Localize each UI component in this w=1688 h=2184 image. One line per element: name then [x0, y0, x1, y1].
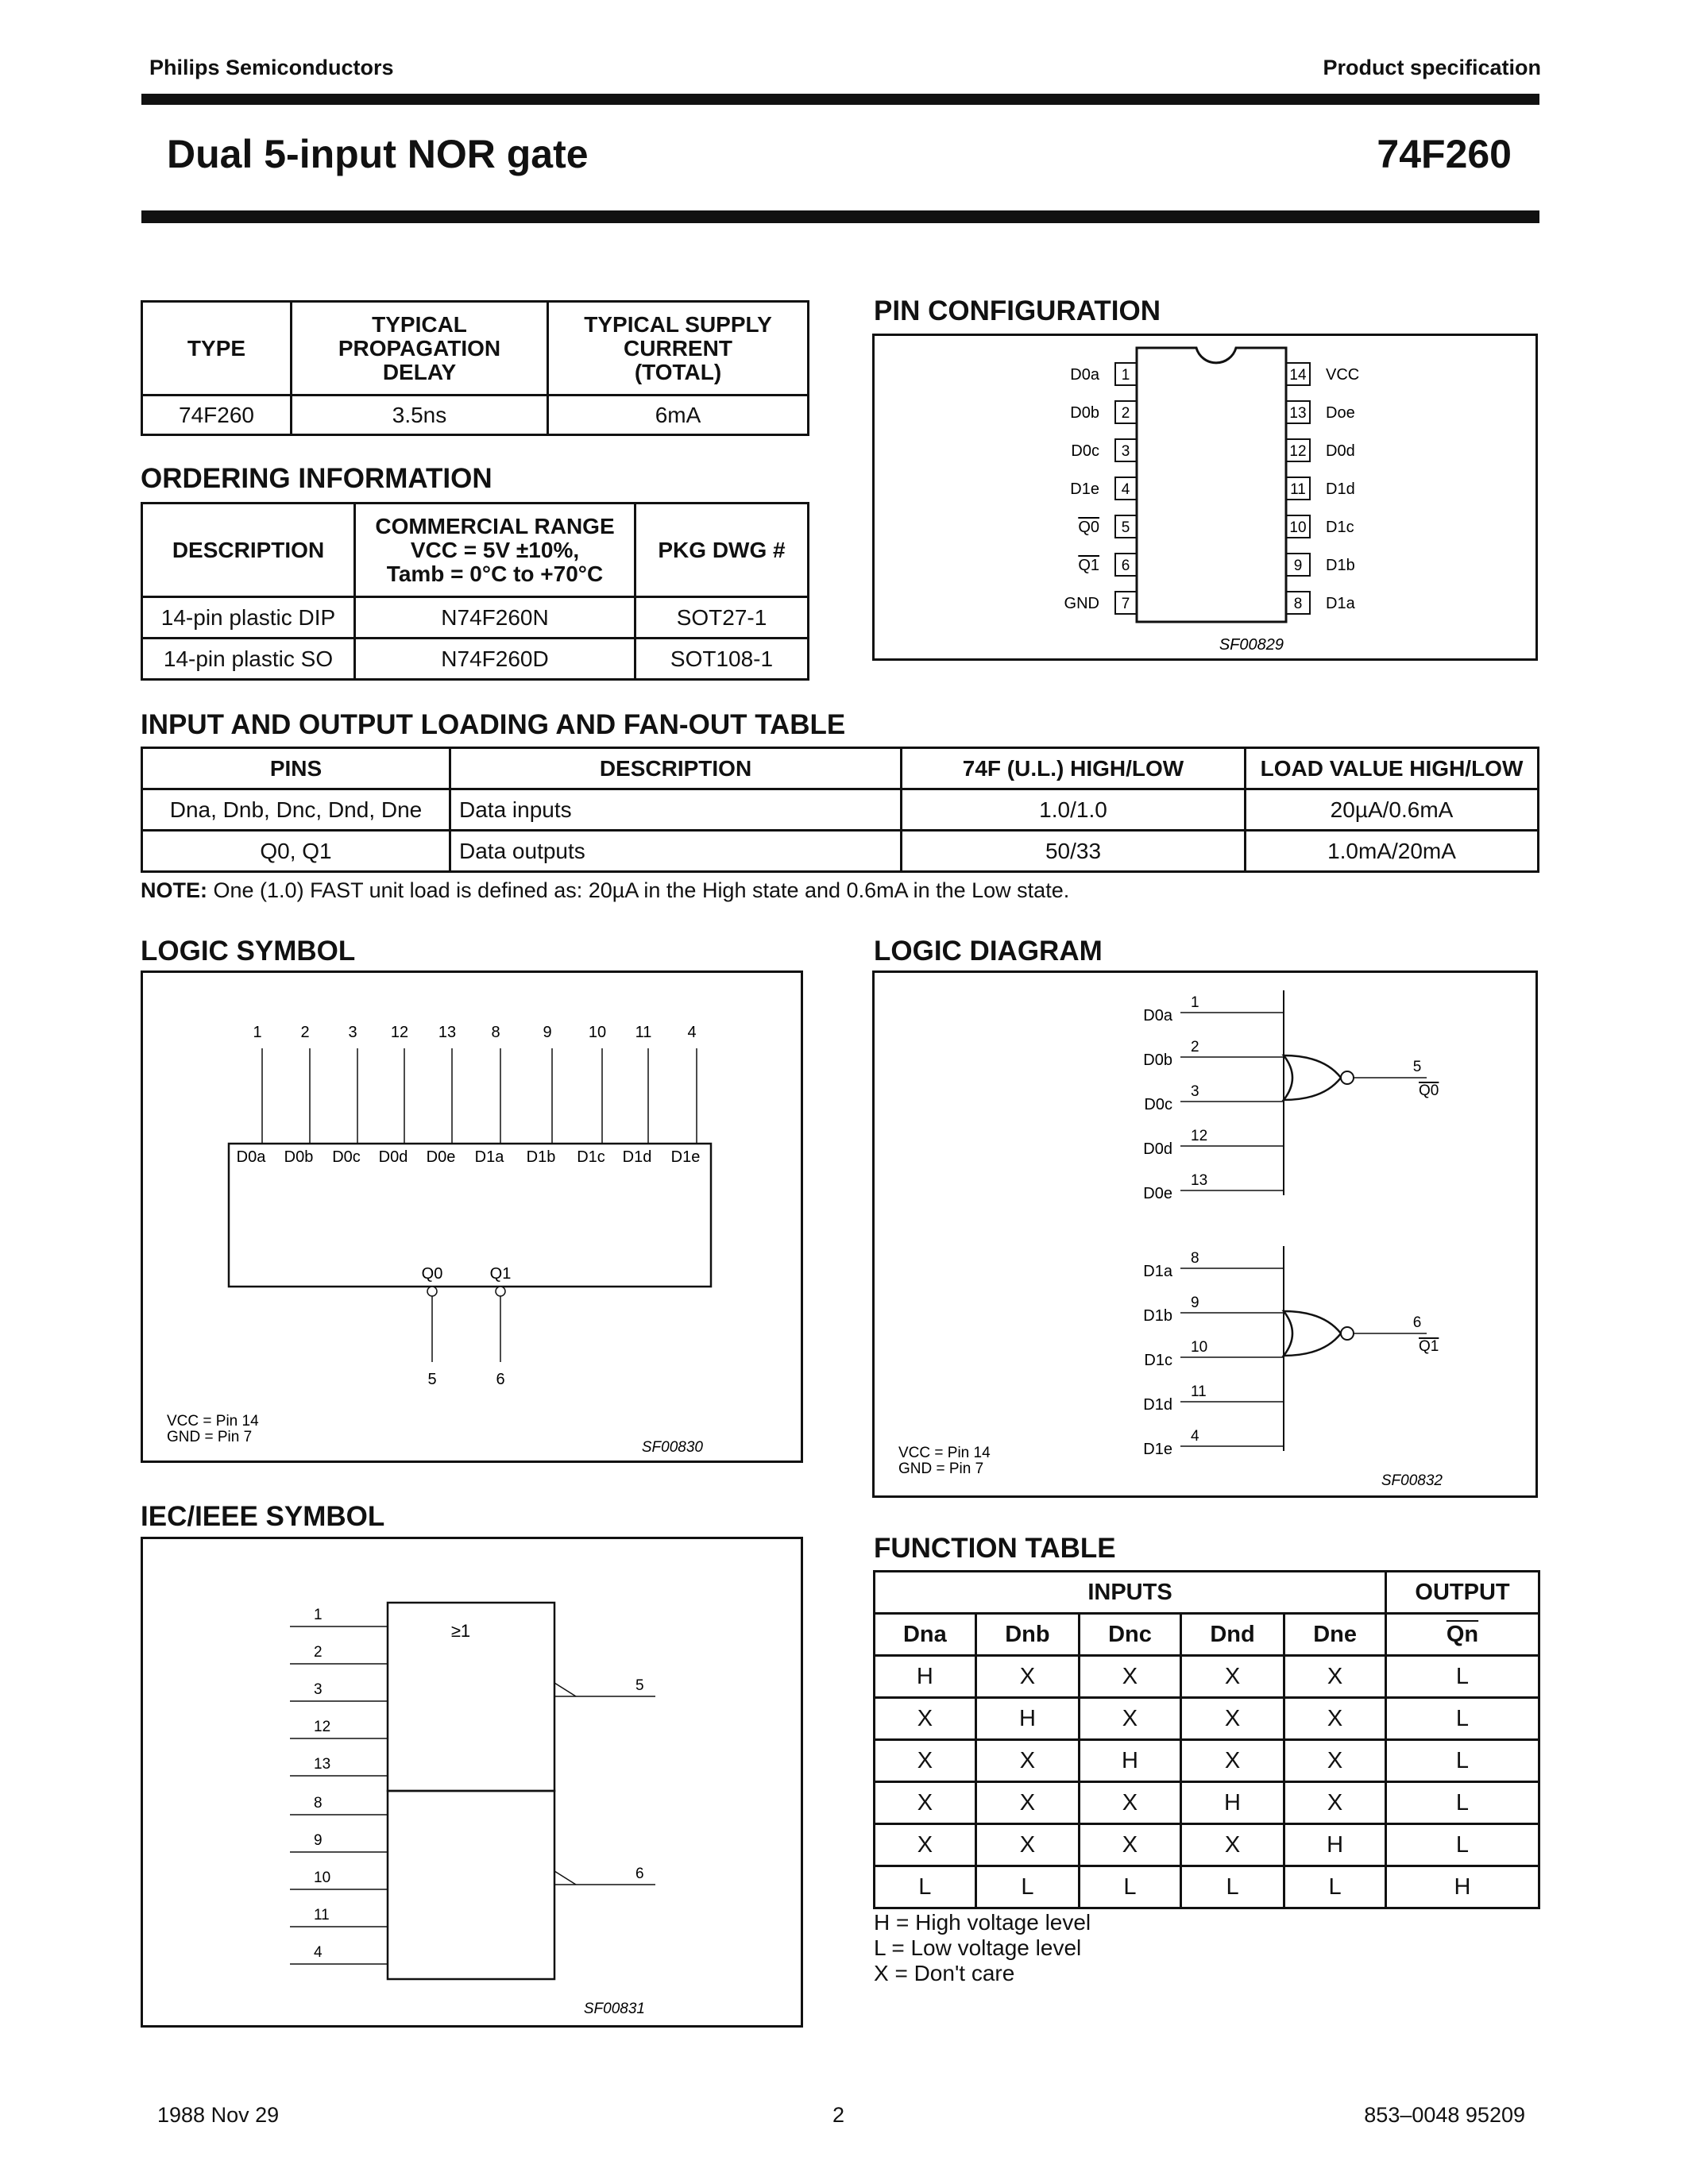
pin-name: D0d	[1326, 442, 1355, 460]
pin-number: 9	[1293, 558, 1303, 574]
pin-number: 12	[1289, 443, 1307, 460]
part-number: 74F260	[1377, 132, 1512, 176]
input-label: D0c	[1144, 1096, 1172, 1113]
pin-name: D1a	[1326, 595, 1355, 612]
function-cell: H	[1284, 1824, 1386, 1866]
input-label: D1c	[577, 1148, 605, 1166]
function-cell: X	[1080, 1782, 1181, 1824]
function-cell: H	[975, 1698, 1079, 1740]
input-pin-number: 4	[1191, 1428, 1199, 1445]
pin-name: D1b	[1326, 557, 1355, 574]
pin-name: Q1	[1078, 557, 1099, 574]
logic-symbol-title: LOGIC SYMBOL	[141, 936, 356, 967]
function-cell: H	[1180, 1782, 1284, 1824]
pin-config-left-pins	[1064, 363, 1137, 614]
loading-table	[141, 747, 1539, 873]
iec-gate-1-body	[388, 1791, 554, 1979]
pin-number: 10	[1289, 519, 1307, 536]
function-cell: L	[1284, 1866, 1386, 1908]
output-label: Q1	[489, 1265, 512, 1283]
function-cell: X	[1080, 1824, 1181, 1866]
function-cell: X	[975, 1824, 1079, 1866]
input-pin-number: 8	[1191, 1250, 1199, 1267]
ordering-pkg-0: SOT27-1	[635, 597, 809, 639]
function-cell: H	[875, 1656, 976, 1698]
pin-name: VCC	[1326, 366, 1360, 384]
input-pin-number: 1	[1191, 994, 1199, 1011]
input-label: D0a	[1143, 1007, 1172, 1024]
loading-ul-1: 50/33	[902, 831, 1246, 872]
loading-header-ul: 74F (U.L.) HIGH/LOW	[902, 748, 1246, 789]
summary-table	[141, 300, 809, 436]
function-cell: X	[1284, 1656, 1386, 1698]
loading-ul-0: 1.0/1.0	[902, 789, 1246, 831]
input-pin-number: 10	[588, 1024, 607, 1041]
logic-diagram-vcc: VCC = Pin 14	[898, 1445, 991, 1461]
iec-negation-indicator	[554, 1683, 576, 1696]
ordering-range-line1: COMMERCIAL RANGE	[375, 513, 615, 538]
function-cell: X	[875, 1740, 976, 1782]
logic-diagram	[875, 973, 1535, 1495]
company-name: Philips Semiconductors	[149, 56, 394, 79]
pin-number: 6	[1121, 558, 1130, 574]
summary-header-current: TYPICAL SUPPLY CURRENT (TOTAL)	[548, 302, 809, 396]
input-pin-number: 13	[1191, 1172, 1208, 1189]
pin-number: 14	[1289, 367, 1307, 384]
loading-title: INPUT AND OUTPUT LOADING AND FAN-OUT TABLE	[141, 709, 846, 740]
output-pin-number: 5	[427, 1371, 437, 1388]
header-rule	[141, 94, 1539, 105]
ordering-range-line2: VCC = 5V ±10%,	[410, 537, 580, 562]
ordering-part-1: N74F260D	[355, 639, 635, 680]
page-title: Dual 5-input NOR gate	[167, 132, 589, 176]
function-cell: L	[1386, 1698, 1539, 1740]
nor-gate-body	[1284, 1055, 1341, 1100]
ordering-pkg-1: SOT108-1	[635, 639, 809, 680]
input-pin-number: 8	[491, 1024, 500, 1041]
function-cell: X	[1080, 1698, 1181, 1740]
iec-symbol-pins	[290, 1607, 655, 1964]
input-pin-number: 13	[438, 1024, 457, 1041]
function-col-dna: Dna	[875, 1614, 976, 1656]
pin-number: 11	[1290, 481, 1306, 498]
function-cell: L	[1386, 1782, 1539, 1824]
function-row	[875, 1824, 1539, 1866]
function-cell: X	[1284, 1698, 1386, 1740]
iec-input-pin: 13	[314, 1756, 331, 1773]
input-pin-number: 1	[253, 1024, 262, 1041]
footer-date: 1988 Nov 29	[157, 2103, 280, 2127]
pin-name: D0c	[1071, 442, 1099, 460]
output-pin-number: 6	[1412, 1314, 1422, 1331]
function-cell: X	[975, 1656, 1079, 1698]
iec-negation-indicator	[554, 1871, 576, 1885]
function-table-body	[875, 1656, 1539, 1908]
ordering-header-desc: DESCRIPTION	[142, 504, 355, 597]
ordering-header-pkg: PKG DWG #	[635, 504, 809, 597]
logic-diagram-box	[872, 970, 1538, 1498]
output-label: Q0	[421, 1265, 443, 1283]
function-col-dnb: Dnb	[975, 1614, 1079, 1656]
pin-number: 3	[1121, 443, 1130, 460]
function-legend	[874, 1910, 1091, 1986]
input-label: D0b	[1143, 1051, 1172, 1069]
output-label: Q0	[1419, 1082, 1439, 1099]
input-label: D0e	[426, 1148, 456, 1166]
logic-diagram-title: LOGIC DIAGRAM	[874, 936, 1103, 967]
iec-input-pin: 1	[314, 1607, 323, 1623]
input-pin-number: 11	[1191, 1383, 1207, 1400]
footer-page: 2	[832, 2103, 845, 2127]
function-cell: X	[875, 1698, 976, 1740]
output-pin-number: 5	[1412, 1059, 1422, 1075]
loading-note-text: One (1.0) FAST unit load is defined as: 20µA in the High state and 0.6mA in the Low state.	[213, 878, 1070, 902]
input-pin-number: 10	[1191, 1339, 1208, 1356]
iec-input-pin: 2	[314, 1644, 323, 1661]
input-label: D0d	[378, 1148, 408, 1166]
input-label: D0d	[1143, 1140, 1172, 1158]
loading-load-1: 1.0mA/20mA	[1246, 831, 1539, 872]
function-cell: X	[1180, 1740, 1284, 1782]
logic-symbol-gnd: GND = Pin 7	[167, 1429, 253, 1445]
input-label: D1c	[1144, 1352, 1172, 1369]
iec-symbol-diagram	[143, 1539, 801, 2025]
pin-name: D1d	[1326, 480, 1355, 498]
iec-input-pin: 10	[314, 1870, 331, 1886]
input-label: D1e	[670, 1148, 701, 1166]
input-label: D0b	[284, 1148, 314, 1166]
loading-pins-0: Dna, Dnb, Dnc, Dnd, Dne	[142, 789, 450, 831]
summary-type: 74F260	[142, 396, 292, 435]
function-col-dnd: Dnd	[1180, 1614, 1284, 1656]
loading-pins-1: Q0, Q1	[142, 831, 450, 872]
iec-input-pin: 12	[314, 1719, 331, 1735]
loading-load-0: 20µA/0.6mA	[1246, 789, 1539, 831]
input-pin-number: 9	[543, 1024, 552, 1041]
loading-note	[141, 878, 1069, 903]
function-row	[875, 1656, 1539, 1698]
input-label: D1a	[1143, 1263, 1172, 1280]
loading-note-label: NOTE:	[141, 878, 207, 902]
function-cell: H	[1386, 1866, 1539, 1908]
function-cell: X	[975, 1782, 1079, 1824]
logic-symbol-ref: SF00830	[641, 1439, 703, 1456]
pin-number: 7	[1121, 596, 1130, 612]
function-cell: L	[875, 1866, 976, 1908]
function-cell: L	[1080, 1866, 1181, 1908]
logic-diagram-ref: SF00832	[1381, 1472, 1443, 1489]
ordering-header-range	[355, 504, 635, 597]
function-cell: X	[875, 1824, 976, 1866]
nor-gate-0-inputs	[1143, 990, 1439, 1202]
ordering-title: ORDERING INFORMATION	[141, 463, 492, 494]
iec-output-pin: 6	[635, 1866, 644, 1882]
loading-desc-0: Data inputs	[450, 789, 902, 831]
pin-number: 2	[1121, 405, 1130, 422]
ordering-table	[141, 502, 809, 681]
loading-header-load: LOAD VALUE HIGH/LOW	[1246, 748, 1539, 789]
pin-number: 1	[1121, 367, 1130, 384]
pin-config-title: PIN CONFIGURATION	[874, 295, 1161, 326]
pin-number: 8	[1293, 596, 1303, 612]
function-row	[875, 1698, 1539, 1740]
ordering-desc-1: 14-pin plastic SO	[142, 639, 355, 680]
function-row	[875, 1866, 1539, 1908]
inversion-bubble	[496, 1287, 505, 1296]
iec-output-pin: 5	[635, 1677, 644, 1694]
input-pin-number: 3	[1191, 1083, 1199, 1100]
loading-desc-1: Data outputs	[450, 831, 902, 872]
nor-inversion-bubble	[1341, 1327, 1354, 1340]
input-pin-number: 12	[1191, 1128, 1208, 1144]
iec-symbol-box	[141, 1537, 803, 2028]
pin-name: D1e	[1070, 480, 1099, 498]
summary-delay: 3.5ns	[292, 396, 548, 435]
pin-config-diagram	[875, 336, 1535, 658]
input-label: D1d	[622, 1148, 652, 1166]
ordering-part-0: N74F260N	[355, 597, 635, 639]
function-cell: L	[1386, 1824, 1539, 1866]
iec-symbol-ref: SF00831	[583, 2001, 645, 2017]
input-pin-number: 12	[390, 1024, 409, 1041]
pin-config-right-pins	[1286, 363, 1359, 614]
pin-name: D1c	[1326, 519, 1354, 536]
function-cell: X	[1284, 1782, 1386, 1824]
pin-number: 5	[1121, 519, 1130, 536]
function-cell: L	[975, 1866, 1079, 1908]
input-label: D1e	[1143, 1441, 1172, 1458]
input-pin-number: 11	[635, 1024, 652, 1041]
iec-input-pin: 11	[314, 1907, 330, 1924]
summary-current: 6mA	[548, 396, 809, 435]
iec-input-pin: 3	[314, 1681, 323, 1698]
input-label: D1b	[526, 1148, 556, 1166]
nor-inversion-bubble	[1341, 1071, 1354, 1084]
function-cell: L	[1386, 1656, 1539, 1698]
pin-name: Q0	[1078, 519, 1099, 536]
pin-name: Doe	[1326, 404, 1355, 422]
output-pin-number: 6	[496, 1371, 505, 1388]
function-col-dnc: Dnc	[1080, 1614, 1181, 1656]
function-table	[873, 1570, 1540, 1909]
function-col-qn: $\overline{Qn}$	[1386, 1614, 1539, 1656]
input-label: D1d	[1143, 1396, 1172, 1414]
logic-symbol-pins	[237, 1024, 701, 1388]
dip-package-outline	[1137, 348, 1286, 622]
iec-input-pin: 4	[314, 1944, 323, 1961]
pin-config-box	[872, 334, 1538, 661]
legend-low: L = Low voltage level	[874, 1935, 1082, 1960]
title-rule	[141, 210, 1539, 223]
input-pin-number: 2	[1191, 1039, 1199, 1055]
iec-or-label: ≥1	[450, 1621, 471, 1641]
input-label: D1b	[1143, 1307, 1172, 1325]
logic-symbol-diagram	[143, 973, 801, 1461]
iec-gate-0-body	[388, 1603, 554, 1791]
logic-symbol-vcc: VCC = Pin 14	[167, 1413, 259, 1430]
input-label: D1a	[474, 1148, 504, 1166]
logic-diagram-gnd: GND = Pin 7	[898, 1461, 984, 1477]
iec-input-pin: 9	[314, 1832, 323, 1849]
legend-dont-care: X = Don't care	[874, 1961, 1015, 1985]
function-cell: X	[1080, 1656, 1181, 1698]
input-label: D0e	[1143, 1185, 1172, 1202]
function-col-dne: Dne	[1284, 1614, 1386, 1656]
function-table-title: FUNCTION TABLE	[874, 1533, 1116, 1564]
input-pin-number: 4	[687, 1024, 697, 1041]
function-header-inputs: INPUTS	[875, 1572, 1386, 1614]
iec-symbol-title: IEC/IEEE SYMBOL	[141, 1501, 385, 1532]
pin-name: D0b	[1070, 404, 1099, 422]
iec-input-pin: 8	[314, 1795, 323, 1812]
summary-header-delay: TYPICAL PROPAGATION DELAY	[292, 302, 548, 396]
ordering-desc-0: 14-pin plastic DIP	[142, 597, 355, 639]
pin-config-ref: SF00829	[1219, 636, 1284, 654]
output-label: Q1	[1419, 1338, 1439, 1355]
loading-header-desc: DESCRIPTION	[450, 748, 902, 789]
input-pin-number: 2	[300, 1024, 310, 1041]
pin-number: 13	[1289, 405, 1307, 422]
function-cell: X	[975, 1740, 1079, 1782]
nor-gate-body	[1284, 1311, 1341, 1356]
function-cell: X	[1180, 1824, 1284, 1866]
input-label: D0a	[236, 1148, 266, 1166]
pin-name: D0a	[1070, 366, 1099, 384]
function-cell: L	[1386, 1740, 1539, 1782]
logic-symbol-box	[141, 970, 803, 1463]
function-cell: X	[1284, 1740, 1386, 1782]
function-cell: H	[1080, 1740, 1181, 1782]
ordering-range-line3: Tamb = 0°C to +70°C	[386, 561, 604, 586]
footer-code: 853–0048 95209	[1364, 2103, 1525, 2127]
function-cell: X	[875, 1782, 976, 1824]
summary-header-type: TYPE	[142, 302, 292, 396]
loading-header-pins: PINS	[142, 748, 450, 789]
legend-high: H = High voltage level	[874, 1910, 1091, 1935]
pin-name: GND	[1064, 595, 1099, 612]
function-row	[875, 1782, 1539, 1824]
pin-number: 4	[1121, 481, 1130, 498]
function-cell: L	[1180, 1866, 1284, 1908]
nor-gate-1-inputs	[1143, 1246, 1439, 1458]
inversion-bubble	[427, 1287, 437, 1296]
input-pin-number: 9	[1191, 1295, 1199, 1311]
function-row	[875, 1740, 1539, 1782]
doc-type: Product specification	[1323, 56, 1541, 79]
input-label: D0c	[332, 1148, 361, 1166]
input-pin-number: 3	[348, 1024, 357, 1041]
function-cell: X	[1180, 1698, 1284, 1740]
function-header-output: OUTPUT	[1386, 1572, 1539, 1614]
function-cell: X	[1180, 1656, 1284, 1698]
